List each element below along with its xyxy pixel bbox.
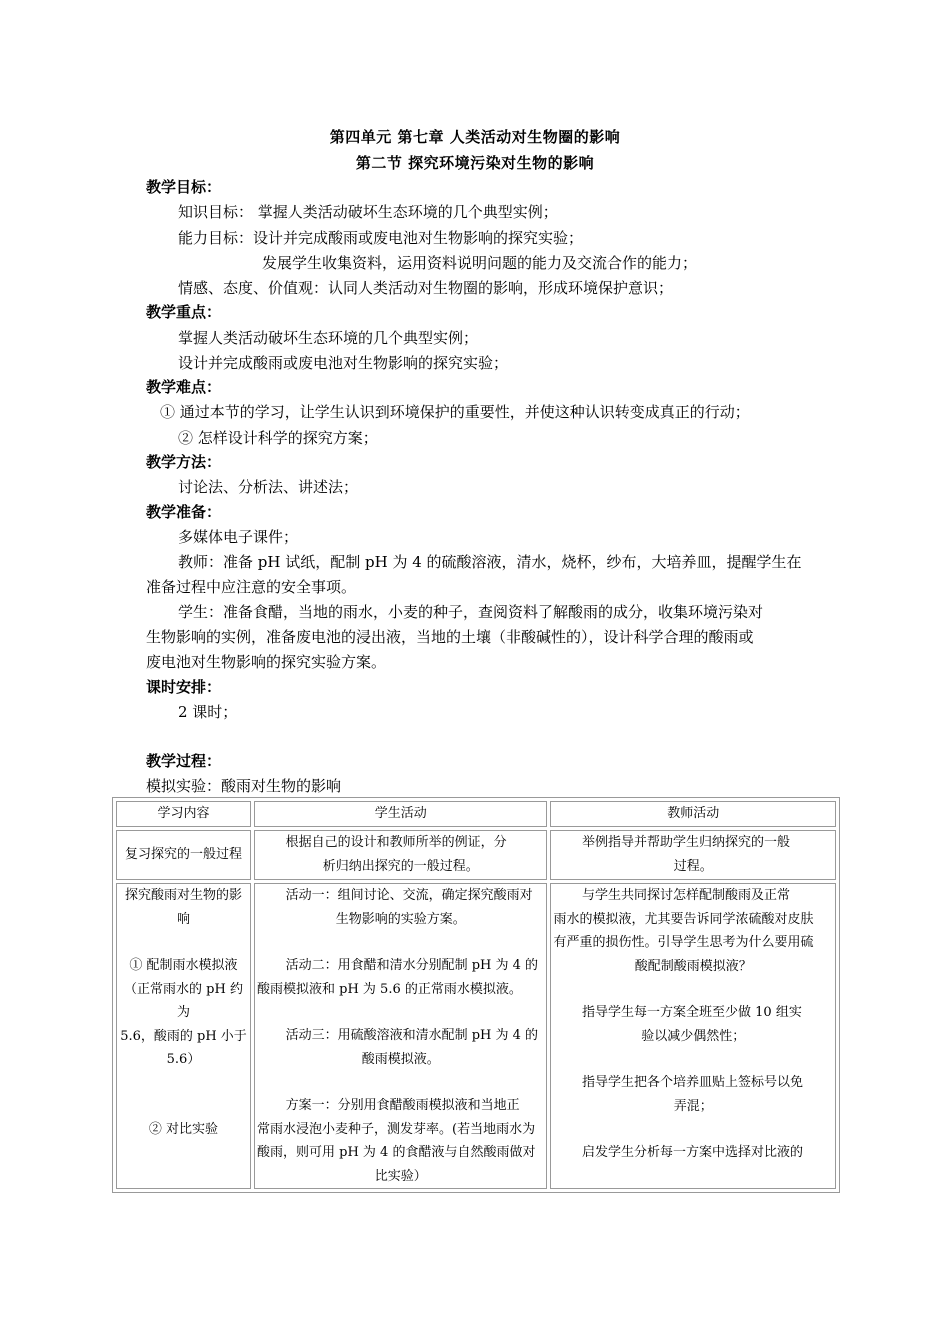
table-header-row — [116, 801, 836, 827]
row2-student-line: 生物影响的实验方案。 — [335, 911, 466, 927]
goal-ability-2: 发展学生收集资料，运用资料说明问题的能力及交流合作的能力； — [262, 254, 698, 272]
key-item-2: 设计并完成酸雨或废电池对生物影响的探究实验； — [178, 354, 509, 372]
table-row — [116, 883, 836, 1189]
row2-teacher-line: 弄混； — [673, 1098, 713, 1114]
process-heading: 教学过程： — [146, 752, 222, 770]
row1-student — [254, 830, 547, 880]
goal-emotion: 情感、态度、价值观：认同人类活动对生物圈的影响，形成环境保护意识； — [178, 279, 674, 297]
table-row — [116, 830, 836, 880]
row2-teacher-line: 雨水的模拟液，尤其要告诉同学浓硫酸对皮肤 — [553, 911, 814, 927]
prep-student-line-2: 生物影响的实例，准备废电池的浸出液，当地的土壤（非酸碱性的），设计科学合理的酸雨或 — [146, 628, 754, 646]
row2-content-line: 响 — [176, 911, 190, 927]
row2-content-line: 探究酸雨对生物的影 — [124, 888, 242, 903]
row2-student-line: 酸雨模拟液和 pH 为 5.6 的正常雨水模拟液。 — [257, 981, 522, 997]
section-title: 第二节 探究环境污染对生物的影响 — [355, 154, 595, 172]
row2-student-line: 活动三：用硫酸溶液和清水配制 pH 为 4 的 — [285, 1028, 539, 1043]
goal-ability-1: 能力目标：设计并完成酸雨或废电池对生物影响的探究实验； — [178, 229, 584, 247]
row2-teacher — [550, 883, 836, 1189]
prep-heading: 教学准备： — [146, 503, 222, 521]
prep-item-1: 多媒体电子课件； — [178, 528, 299, 546]
row1-content: 复习探究的一般过程 — [116, 830, 251, 880]
row2-teacher-line: 指导学生每一方案全班至少做 10 组实 — [582, 1005, 802, 1020]
row2-student-line: 常雨水浸泡小麦种子，测发芽率。(若当地雨水为 — [257, 1121, 536, 1137]
row2-teacher-line: 与学生共同探讨怎样配制酸雨及正常 — [582, 888, 791, 903]
row2-teacher-line: 有严重的损伤性。引导学生思考为什么要用硫 — [553, 935, 814, 950]
row1-student-line: 析归纳出探究的一般过程。 — [322, 858, 479, 874]
row2-student — [254, 883, 547, 1189]
row1-teacher-line: 举例指导并帮助学生归纳探究的一般 — [582, 835, 791, 850]
prep-teacher-line-1: 教师：准备 pH 试纸，配制 pH 为 4 的硫酸溶液，清水，烧杯，纱布，大培养皿，提醒学生在 — [178, 553, 802, 571]
header-teacher: 教师活动 — [550, 801, 836, 827]
row1-teacher-line: 过程。 — [673, 858, 713, 874]
row2-teacher-line: 启发学生分析每一方案中选择对比液的 — [582, 1145, 804, 1160]
key-heading: 教学重点： — [146, 303, 222, 321]
method-heading: 教学方法： — [146, 453, 222, 471]
goal-knowledge: 知识目标： 掌握人类活动破坏生态环境的几个典型实例； — [178, 203, 558, 221]
goals-heading: 教学目标： — [146, 178, 222, 196]
row2-student-line: 活动一：组间讨论、交流，确定探究酸雨对 — [285, 888, 533, 903]
difficult-item-2: ② 怎样设计科学的探究方案； — [178, 429, 378, 447]
row2-content-line: 5.6，酸雨的 pH 小于 — [120, 1028, 247, 1044]
row2-student-line: 酸雨，则可用 pH 为 4 的食醋液与自然酸雨做对 — [257, 1145, 536, 1160]
method-item: 讨论法、分析法、讲述法； — [178, 478, 359, 496]
prep-student-line-1: 学生：准备食醋，当地的雨水，小麦的种子，查阅资料了解酸雨的成分，收集环境污染对 — [178, 603, 764, 621]
row2-student-line: 酸雨模拟液。 — [361, 1051, 440, 1067]
row2-content-line: ② 对比实验 — [148, 1121, 219, 1137]
row2-content-line: （正常雨水的 pH 约为 — [124, 981, 243, 1020]
unit-title: 第四单元 第七章 人类活动对生物圈的影响 — [329, 128, 621, 146]
row2-student-line: 比实验） — [374, 1168, 427, 1184]
prep-teacher-line-2: 准备过程中应注意的安全事项。 — [146, 578, 357, 596]
schedule-heading: 课时安排： — [146, 678, 222, 696]
row2-content — [116, 883, 251, 1189]
row2-content-line: 5.6） — [166, 1052, 201, 1067]
process-subheading: 模拟实验：酸雨对生物的影响 — [146, 777, 342, 795]
prep-student-line-3: 废电池对生物影响的探究实验方案。 — [146, 653, 387, 671]
row2-student-line: 活动二：用食醋和清水分别配制 pH 为 4 的 — [285, 958, 539, 973]
row2-student-line: 方案一：分别用食醋酸雨模拟液和当地正 — [285, 1098, 520, 1113]
key-item-1: 掌握人类活动破坏生态环境的几个典型实例； — [178, 329, 479, 347]
lesson-table — [112, 797, 840, 1193]
header-content: 学习内容 — [116, 801, 251, 827]
row2-content-line: ① 配制雨水模拟液 — [129, 958, 238, 973]
schedule-item: 2 课时； — [178, 703, 238, 721]
row2-teacher-line: 指导学生把各个培养皿贴上签标号以免 — [582, 1075, 804, 1090]
row2-teacher-line: 验以减少偶然性； — [641, 1028, 746, 1044]
difficult-heading: 教学难点： — [146, 378, 222, 396]
row2-teacher-line: 酸配制酸雨模拟液？ — [634, 958, 752, 974]
row1-teacher — [550, 830, 836, 880]
difficult-item-1: ① 通过本节的学习，让学生认识到环境保护的重要性，并使这种认识转变成真正的行动； — [160, 403, 750, 421]
header-student: 学生活动 — [254, 801, 547, 827]
row1-student-line: 根据自己的设计和教师所举的例证，分 — [285, 835, 507, 850]
